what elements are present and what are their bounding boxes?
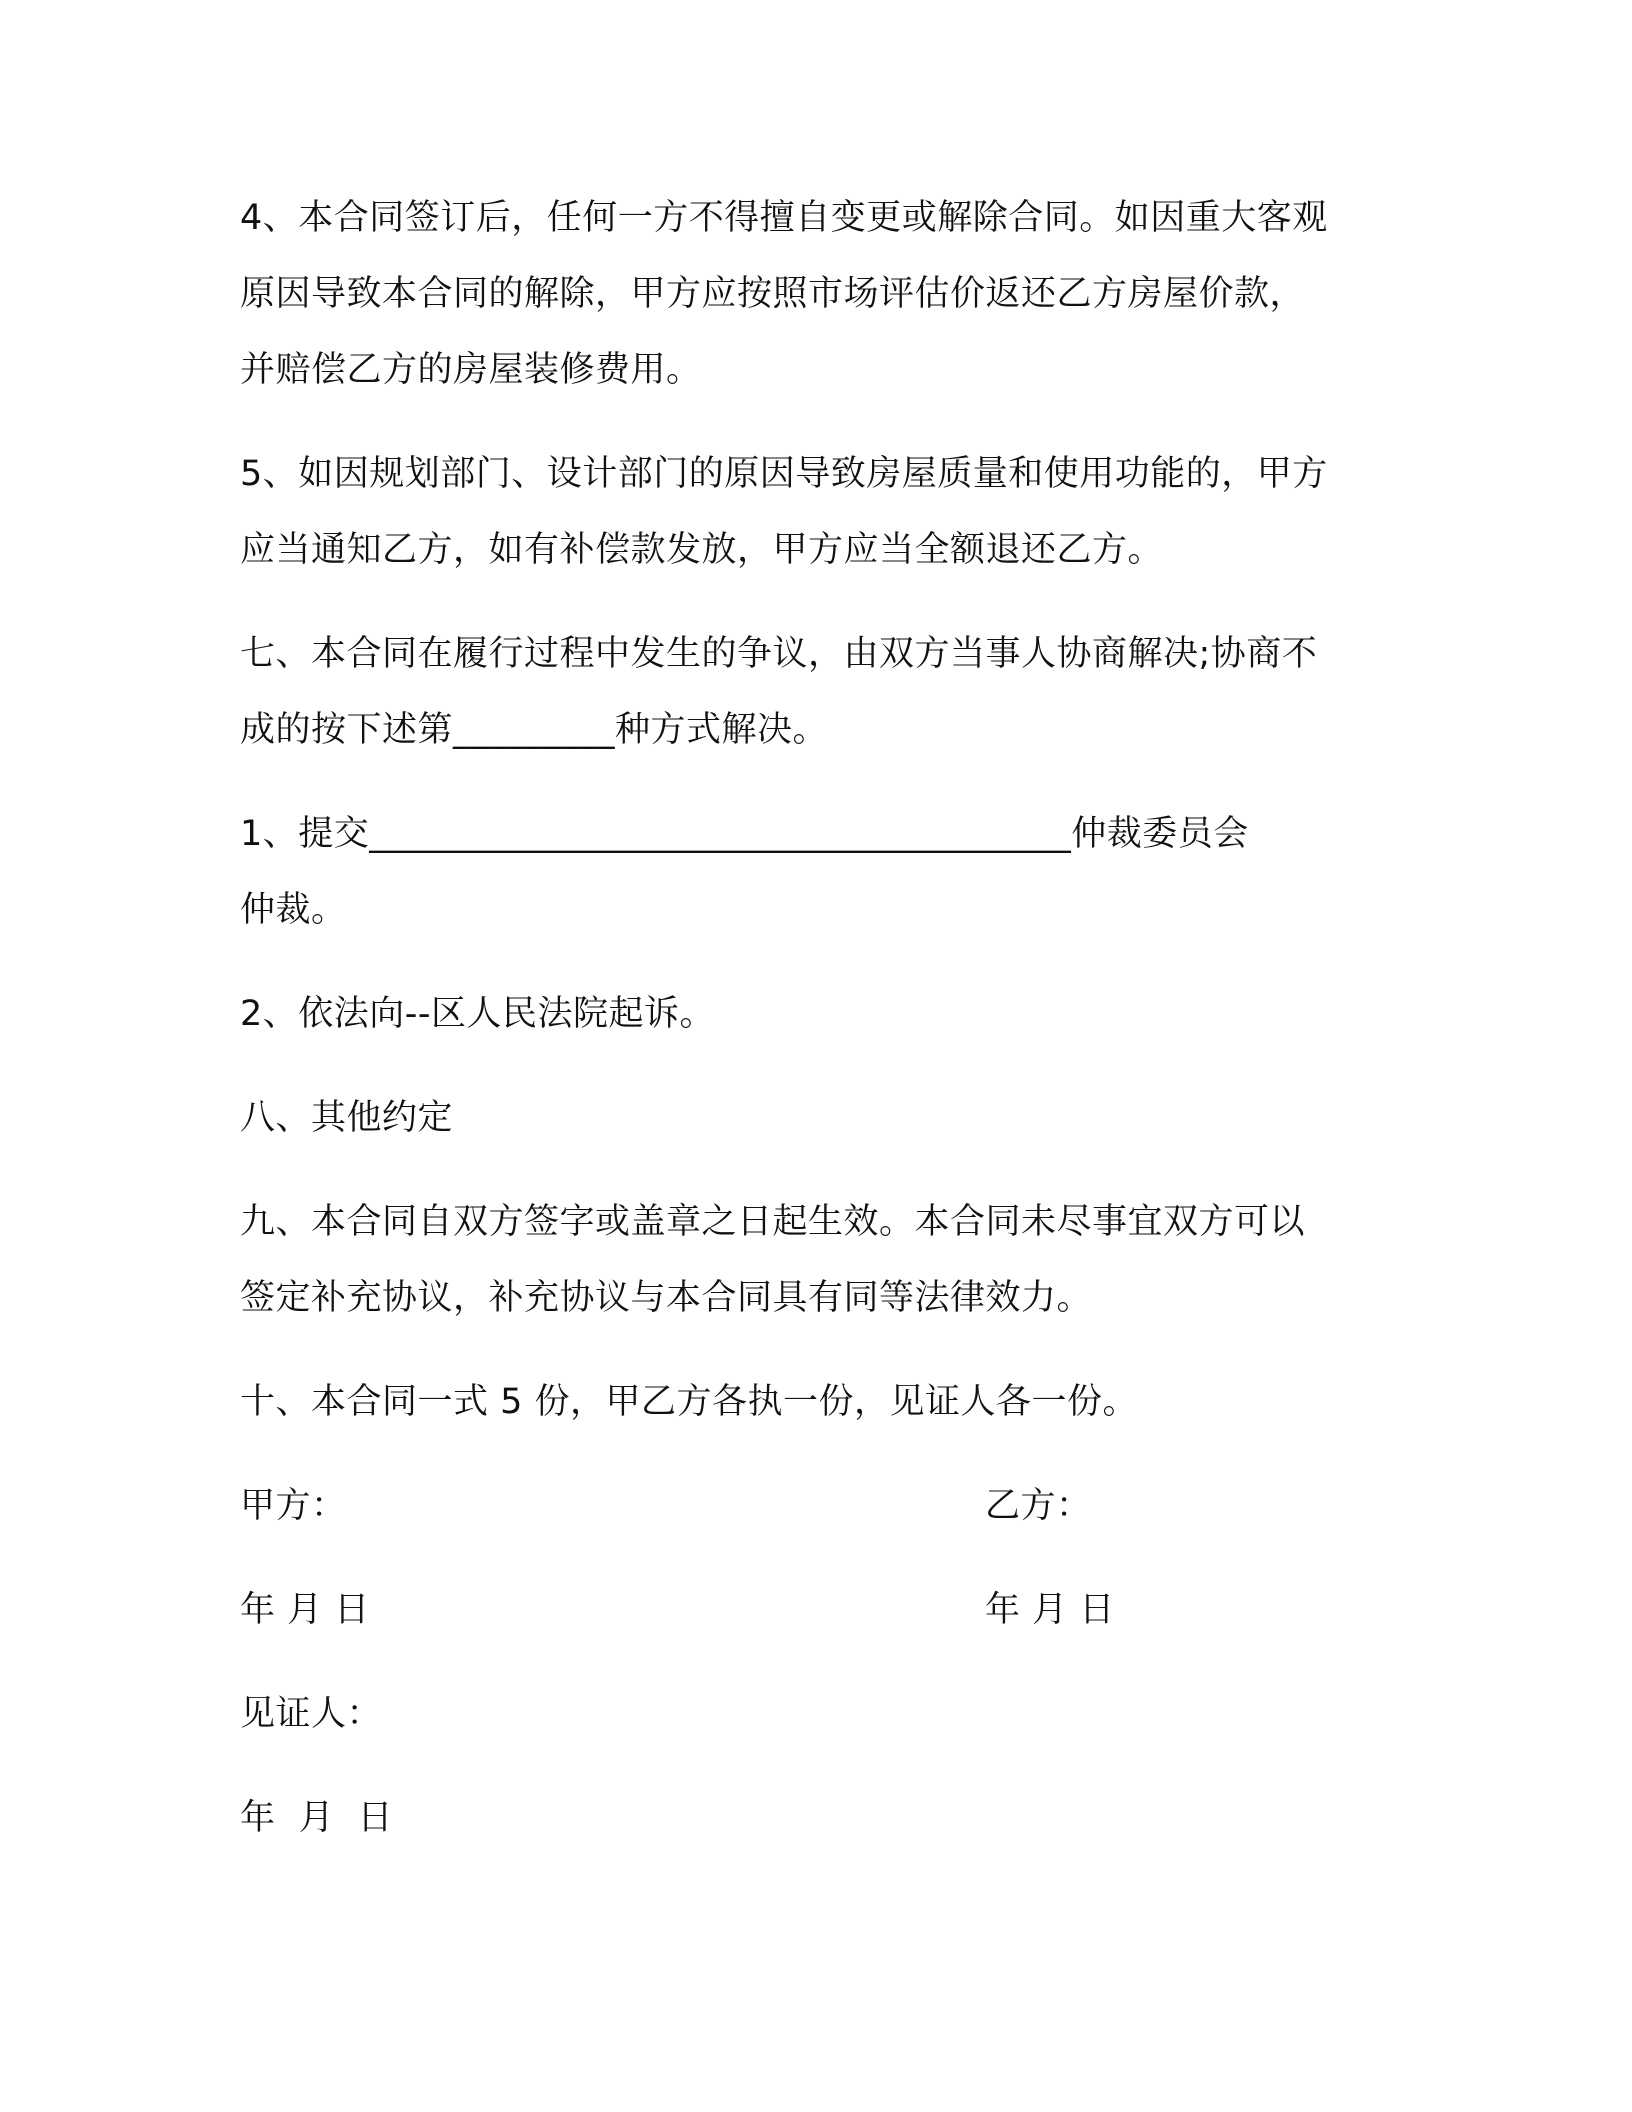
clause-5-line-1: 5、如因规划部门、设计部门的原因导致房屋质量和使用功能的，甲方 xyxy=(240,454,1328,494)
party-a-label: 甲方： xyxy=(240,1486,347,1526)
party-b-date: 年 月 日 xyxy=(985,1590,1115,1630)
clause-4-line-3: 并赔偿乙方的房屋装修费用。 xyxy=(240,350,702,390)
clause-9-line-2: 签定补充协议，补充协议与本合同具有同等法律效力。 xyxy=(240,1278,1093,1318)
clause-9-line-1: 九、本合同自双方签字或盖章之日起生效。本合同未尽事宜双方可以 xyxy=(240,1202,1306,1242)
clause-7-line-1: 七、本合同在履行过程中发生的争议，由双方当事人协商解决;协商不 xyxy=(240,634,1318,674)
clause-4-line-2: 原因导致本合同的解除，甲方应按照市场评估价返还乙方房屋价款， xyxy=(240,274,1306,314)
witness-label: 见证人： xyxy=(240,1694,383,1734)
option-1-line-1: 1、提交_______________________________________仲裁委员会 xyxy=(240,814,1249,854)
option-2-line: 2、依法向--区人民法院起诉。 xyxy=(240,994,716,1034)
clause-4-line-1: 4、本合同签订后，任何一方不得擅自变更或解除合同。如因重大客观 xyxy=(240,198,1328,238)
party-b-label: 乙方： xyxy=(985,1486,1092,1526)
option-1-line-2: 仲裁。 xyxy=(240,890,347,930)
clause-7-line-2: 成的按下述第_________种方式解决。 xyxy=(240,710,829,750)
clause-5-line-2: 应当通知乙方，如有补偿款发放，甲方应当全额退还乙方。 xyxy=(240,530,1164,570)
clause-10-line: 十、本合同一式 5 份，甲乙方各执一份，见证人各一份。 xyxy=(240,1382,1139,1422)
party-a-date: 年 月 日 xyxy=(240,1590,370,1630)
witness-date: 年 月 日 xyxy=(240,1798,394,1838)
clause-8-heading: 八、其他约定 xyxy=(240,1098,454,1138)
